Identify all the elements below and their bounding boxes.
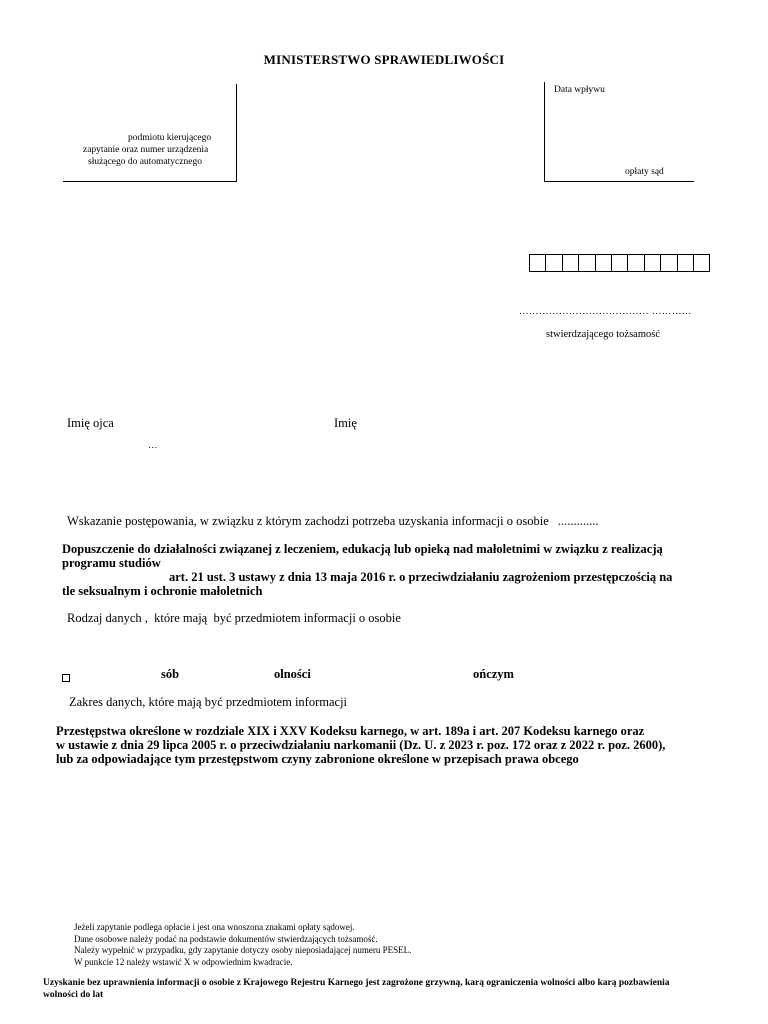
- oplaty-sad-label: opłaty sąd: [625, 167, 664, 177]
- left-box-line-3: służącego do automatycznego: [88, 157, 202, 167]
- imie-ojca-label: Imię ojca: [67, 416, 114, 430]
- pesel-cell[interactable]: [628, 254, 644, 272]
- data-wplywu-label: Data wpływu: [554, 85, 605, 95]
- left-box-border-bottom: [63, 181, 237, 182]
- identity-label: stwierdzającego tożsamość: [546, 329, 660, 340]
- pesel-cell[interactable]: [678, 254, 694, 272]
- footnote-1: Jeżeli zapytanie podlega opłacie i jest ona wnoszona znakami opłaty sądowej.: [74, 922, 355, 932]
- rodzaj-danych-label: Rodzaj danych , które mają być przedmiotem informacji o osobie: [67, 611, 401, 625]
- option-3-label: ończym: [473, 667, 514, 681]
- page-title: MINISTERSTWO SPRAWIEDLIWOŚCI: [263, 52, 505, 67]
- pesel-cell[interactable]: [645, 254, 661, 272]
- wskazanie-dots: .............: [557, 514, 599, 528]
- option-checkbox[interactable]: [62, 669, 70, 687]
- left-box-border-right: [236, 84, 237, 182]
- right-box-border-bottom: [544, 181, 694, 182]
- warning-line-2: wolności do lat: [43, 990, 104, 1000]
- pesel-cell[interactable]: [596, 254, 612, 272]
- pesel-cell[interactable]: [530, 254, 546, 272]
- wskazanie-text: Wskazanie postępowania, w związku z którym zachodzi potrzeba uzyskania informacji o osobie: [67, 514, 549, 528]
- warning-line-1: Uzyskanie bez uprawnienia informacji o osobie z Krajowego Rejestru Karnego jest zagrożone grzywną, karą ograniczenia wolności albo karą pozbawienia: [43, 978, 670, 988]
- left-box-text: [60, 132, 234, 168]
- checkbox-icon[interactable]: [62, 674, 70, 682]
- przestepstwa-line-1: Przestępstwa określone w rozdziale XIX i XXV Kodeksu karnego, w art. 189a i art. 207 Kodeksu karnego oraz: [56, 724, 645, 738]
- przestepstwa-line-2: w ustawie z dnia 29 lipca 2005 r. o przeciwdziałaniu narkomanii (Dz. U. z 2023 r. poz. 172 oraz z 2022 r. poz. 2600),: [56, 738, 666, 752]
- zakres-danych-label: Zakres danych, które mają być przedmiotem informacji: [69, 695, 348, 709]
- pesel-cell[interactable]: [563, 254, 579, 272]
- dopuszczenie-line-4: tle seksualnym i ochronie małoletnich: [62, 584, 263, 598]
- pesel-cell[interactable]: [612, 254, 628, 272]
- dopuszczenie-line-2: programu studiów: [62, 556, 161, 570]
- warning-text: [43, 977, 755, 1001]
- pesel-cell[interactable]: [661, 254, 677, 272]
- wskazanie-label: [67, 514, 599, 529]
- footnotes: [74, 922, 411, 968]
- dopuszczenie-line-3: art. 21 ust. 3 ustawy z dnia 13 maja 2016 r. o przeciwdziałaniu zagrożeniom przestępczością na: [169, 570, 673, 584]
- left-box-line-2: zapytanie oraz numer urządzenia: [83, 145, 209, 155]
- left-box-line-1: podmiotu kierującego: [128, 133, 212, 143]
- przestepstwa-line-3: lub za odpowiadające tym przestępstwom czyny zabronione określone w przepisach prawa obcego: [56, 752, 579, 766]
- names-dots: …: [148, 441, 158, 451]
- pesel-cell[interactable]: [546, 254, 562, 272]
- right-box-border-left: [544, 82, 545, 182]
- footnote-3: Należy wypełnić w przypadku, gdy zapytanie dotyczy osoby nieposiadającej numeru PESEL.: [74, 945, 412, 955]
- option-2-label: olności: [274, 667, 311, 681]
- footnote-2: Dane osobowe należy podać na podstawie dokumentów stwierdzających tożsamość.: [74, 933, 378, 944]
- footnote-4: W punkcie 12 należy wstawić X w odpowiednim kwadracie.: [74, 956, 293, 967]
- przestepstwa-block: [56, 724, 746, 766]
- imie-label: Imię: [334, 416, 357, 430]
- option-1-label: sób: [161, 667, 180, 681]
- pesel-boxes[interactable]: [529, 254, 710, 272]
- pesel-cell[interactable]: [694, 254, 710, 272]
- pesel-cell[interactable]: [579, 254, 595, 272]
- dopuszczenie-line-1: Dopuszczenie do działalności związanej z leczeniem, edukacją lub opieką nad małoletnimi w związku z realizacją: [62, 542, 663, 556]
- identity-dots: ………………………………… …………: [519, 307, 692, 317]
- dopuszczenie-block: [62, 542, 742, 598]
